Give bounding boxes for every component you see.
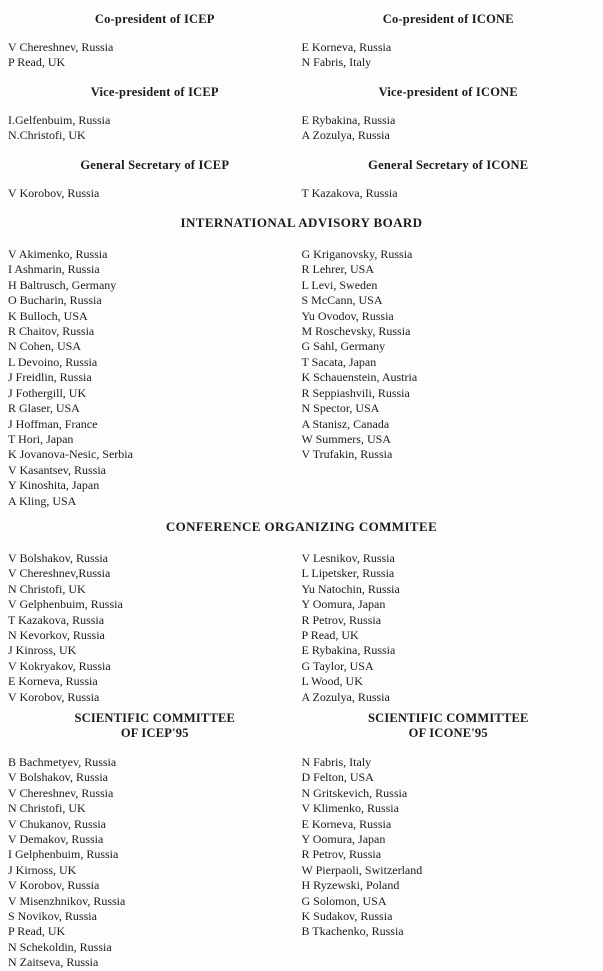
member-name: J Kirnoss, UK [8,862,77,877]
member-name: V Demakov, Russia [8,832,104,847]
section-scientific-committees [8,711,595,971]
member-name: K Schauenstein, Austria [301,370,418,385]
member-name: V Misenzhnikov, Russia [8,893,126,908]
member-name: V Chereshnev,Russia [8,566,111,581]
member-name: Y Oomura, Japan [301,832,386,847]
member-name: I Gelphenbuim, Russia [8,847,119,862]
member-list [8,551,302,705]
vice-president-icone-title: Vice-president of ICONE [378,84,518,99]
member-name: L Wood, UK [301,674,363,689]
member-name: K Jovanova-Nesic, Serbia [8,447,133,462]
member-name: Y Kinoshita, Japan [8,478,100,493]
member-name: N Gritskevich, Russia [301,785,408,800]
member-name: I Ashmarin, Russia [8,262,100,277]
member-name: N.Christofi, UK [8,128,86,143]
member-list [8,113,302,144]
member-name: A Zozulya, Russia [301,689,390,704]
member-name: A Stanisz, Canada [301,416,390,431]
member-name: T Kazakova, Russia [8,612,105,627]
scientific-committee-icone-title-line1: SCIENTIFIC COMMITTEE [367,711,529,725]
vice-president-icep-title: Vice-president of ICEP [90,84,219,99]
member-name: V Kasantsev, Russia [8,462,106,477]
general-secretary-icep-title: General Secretary of ICEP [80,157,230,172]
member-name: V Bolshakov, Russia [8,550,109,565]
member-name: N Christofi, UK [8,801,86,816]
member-name: R Chaitov, Russia [8,324,95,339]
member-name: V Kokryakov, Russia [8,658,111,673]
member-name: J Hoffman, France [8,416,98,431]
member-name: J Fothergill, UK [8,385,87,400]
member-name: N Fabris, Italy [301,755,372,769]
member-name: P Read, UK [8,55,66,70]
co-president-icep-title: Co-president of ICEP [94,12,215,26]
section-vice-presidents [8,85,595,144]
member-list [302,755,596,971]
member-list [302,186,596,201]
scientific-committee-icone-title-line2: OF ICONE'95 [408,726,488,740]
section-co-presidents [8,12,595,71]
member-name: R Seppiashvili, Russia [301,385,410,400]
member-name: K Bulloch, USA [8,308,88,323]
member-list [302,247,596,509]
member-name: V Chukanov, Russia [8,816,107,831]
co-president-icone-title: Co-president of ICONE [382,12,514,26]
member-list [8,247,302,509]
member-name: G Kriganovsky, Russia [301,247,413,262]
member-list [8,755,302,971]
member-list [302,551,596,705]
member-name: O Bucharin, Russia [8,293,102,308]
member-name: B Bachmetyev, Russia [8,755,117,769]
member-name: P Read, UK [8,924,66,939]
member-name: T Hori, Japan [8,431,74,446]
member-name: E Rybakina, Russia [301,112,396,127]
member-name: D Felton, USA [301,770,374,785]
scientific-committee-icep-title-line1: SCIENTIFIC COMMITTEE [74,711,236,725]
member-name: V Chereshnev, Russia [8,785,114,800]
member-name: V Korobov, Russia [8,185,100,200]
member-name: W Pierpaoli, Switzerland [301,862,423,877]
member-name: V Bolshakov, Russia [8,770,109,785]
section-organizing-committee [8,519,595,705]
member-name: H Ryzewski, Poland [301,878,400,893]
member-name: G Taylor, USA [301,658,374,673]
member-name: G Solomon, USA [301,893,387,908]
member-name: J Freidlin, Russia [8,370,92,385]
member-name: S Novikov, Russia [8,909,97,924]
member-name: E Korneva, Russia [301,816,392,831]
member-name: A Zozulya, Russia [301,128,390,143]
member-name: V Klimenko, Russia [301,801,399,816]
member-name: E Korneva, Russia [301,40,392,54]
scientific-committee-icep-heading [8,711,302,741]
member-name: V Korobov, Russia [8,689,100,704]
member-name: N Cohen, USA [8,339,82,354]
member-name: R Petrov, Russia [301,612,382,627]
member-name: I.Gelfenbuim, Russia [8,112,111,127]
member-name: J Kinross, UK [8,643,77,658]
member-name: V Korobov, Russia [8,878,100,893]
member-name: N Kevorkov, Russia [8,627,105,642]
member-name: V Trufakin, Russia [301,447,393,462]
member-name: A Kling, USA [8,493,77,508]
member-name: W Summers, USA [301,431,391,446]
member-name: V Chereshnev, Russia [8,40,114,54]
member-name: N Fabris, Italy [301,55,372,70]
member-name: H Baltrusch, Germany [8,277,117,292]
member-name: V Gelphenbuim, Russia [8,597,123,612]
section-advisory-board [8,215,595,509]
member-name: K Sudakov, Russia [301,909,393,924]
member-name: L Levi, Sweden [301,277,378,292]
member-name: M Roschevsky, Russia [301,324,411,339]
member-name: E Korneva, Russia [8,674,98,689]
member-name: B Tkachenko, Russia [301,924,404,939]
member-name: Yu Ovodov, Russia [301,308,394,323]
member-name: T Sacata, Japan [301,354,377,369]
member-name: G Sahl, Germany [301,339,386,354]
member-name: S McCann, USA [301,293,383,308]
member-name: N Zaitseva, Russia [8,955,99,970]
advisory-board-title: INTERNATIONAL ADVISORY BOARD [180,215,423,231]
member-list [8,40,302,71]
general-secretary-icone-title: General Secretary of ICONE [368,157,529,172]
member-name: R Glaser, USA [8,401,80,416]
member-name: N Christofi, UK [8,581,86,596]
scientific-committee-icone-heading [302,711,596,741]
member-name: N Spector, USA [301,401,380,416]
member-name: V Lesnikov, Russia [301,550,395,565]
member-name: R Petrov, Russia [301,847,382,862]
member-name: N Schekoldin, Russia [8,939,112,954]
member-name: E Rybakina, Russia [301,643,396,658]
member-name: Y Oomura, Japan [301,597,386,612]
member-name: L Lipetsker, Russia [301,566,395,581]
section-general-secretaries [8,158,595,201]
member-list [302,40,596,71]
organizing-committee-title: CONFERENCE ORGANIZING COMMITEE [165,518,438,534]
member-name: L Devoino, Russia [8,354,98,369]
member-name: R Lehrer, USA [301,262,375,277]
scientific-committee-icep-title-line2: OF ICEP'95 [120,726,189,740]
member-name: Yu Natochin, Russia [301,581,400,596]
member-list [302,113,596,144]
member-name: P Read, UK [301,627,359,642]
member-name: V Akimenko, Russia [8,247,108,262]
member-list [8,186,302,201]
member-name: T Kazakova, Russia [301,185,398,200]
